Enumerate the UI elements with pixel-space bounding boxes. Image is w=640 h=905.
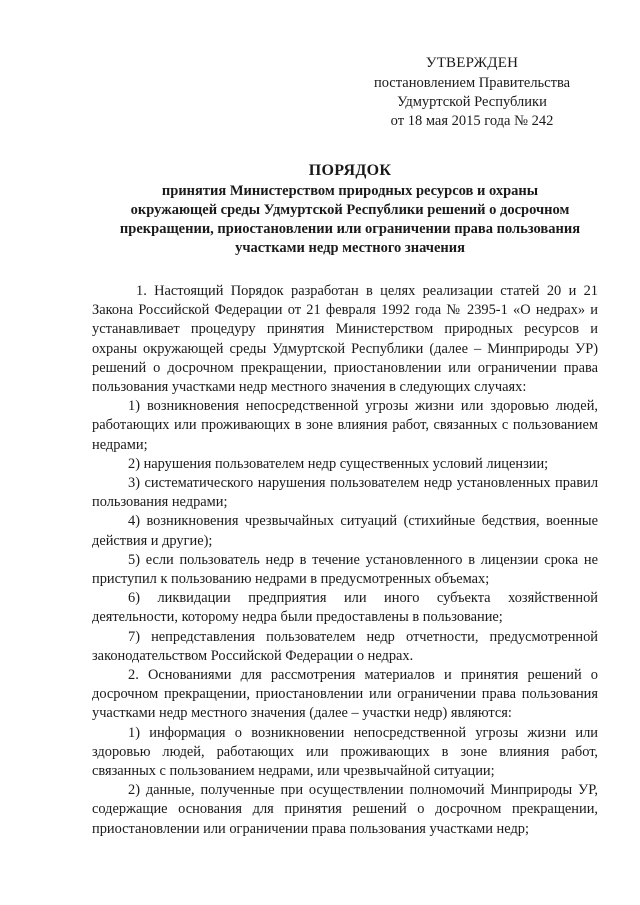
document-subtitle-line: участками недр местного значения <box>235 240 465 256</box>
list-item: 1) информация о возникновении непосредственной угрозы жизни или здоровью людей, работающих или проживающих в зоне влияния работ, связанных с пользованием недрами, или чрезвычайной ситуации; <box>92 724 598 780</box>
list-item: 5) если пользователь недр в течение установленного в лицензии срока не приступил к пользованию недрами в предусмотренных объемах; <box>92 551 598 588</box>
approval-stamp <box>352 54 592 131</box>
list-item: 6) ликвидации предприятия или иного субъекта хозяйственной деятельности, которому недра были предоставлены в пользование; <box>92 590 598 626</box>
document-subtitle-line: прекращении, приостановлении или ограничении права пользования <box>119 221 581 237</box>
list-item: 1) возникновения непосредственной угрозы жизни или здоровью людей, работающих или проживающих в зоне влияния работ, связанных с пользованием недрами; <box>92 398 598 453</box>
document-subtitle-line: окружающей среды Удмуртской Республики решений о досрочном <box>130 202 570 218</box>
list-item: 2) нарушения пользователем недр существенных условий лицензии; <box>128 455 549 472</box>
list-item: 7) непредставления пользователем недр отчетности, предусмотренной законодательством Российской Федерации о недрах. <box>92 628 598 664</box>
paragraph: 1. Настоящий Порядок разработан в целях реализации статей 20 и 21 Закона Российской Федерации от 21 февраля 1992 года № 2395-1 «О недрах» и устанавливает процедуру принятия Министерством природных ресурсов и охраны окружающей среды Удмуртской Республики (далее – Минприроды УР) решений о досрочном прекращении, приостановлении или ограничении права пользования участками недр местного значения в следующих случаях: <box>92 283 598 396</box>
list-item: 4) возникновения чрезвычайных ситуаций (стихийные бедствия, военные действия и другие); <box>92 513 598 549</box>
paragraph: 2. Основаниями для рассмотрения материалов и принятия решений о досрочном прекращении, приостановлении или ограничении права пользования участками недр местного значения (далее – участки недр) являются: <box>92 667 598 722</box>
list-item: 3) систематического нарушения пользователем недр установленных правил пользования недрами; <box>92 475 598 511</box>
document-title: ПОРЯДОК <box>308 162 392 179</box>
approval-line: постановлением Правительства <box>373 75 571 91</box>
approval-line: Удмуртской Республики <box>397 94 547 110</box>
list-item: 2) данные, полученные при осуществлении полномочий Минприроды УР, содержащие основания для принятия решений о досрочном прекращении, приостановлении или ограничении права пользования участками недр; <box>92 782 598 837</box>
document-body <box>92 282 598 839</box>
document-title-block <box>80 161 620 258</box>
approval-heading: УТВЕРЖДЕН <box>425 55 519 71</box>
document-subtitle-line: принятия Министерством природных ресурсов и охраны <box>161 183 539 199</box>
approval-line: от 18 мая 2015 года № 242 <box>390 113 554 129</box>
